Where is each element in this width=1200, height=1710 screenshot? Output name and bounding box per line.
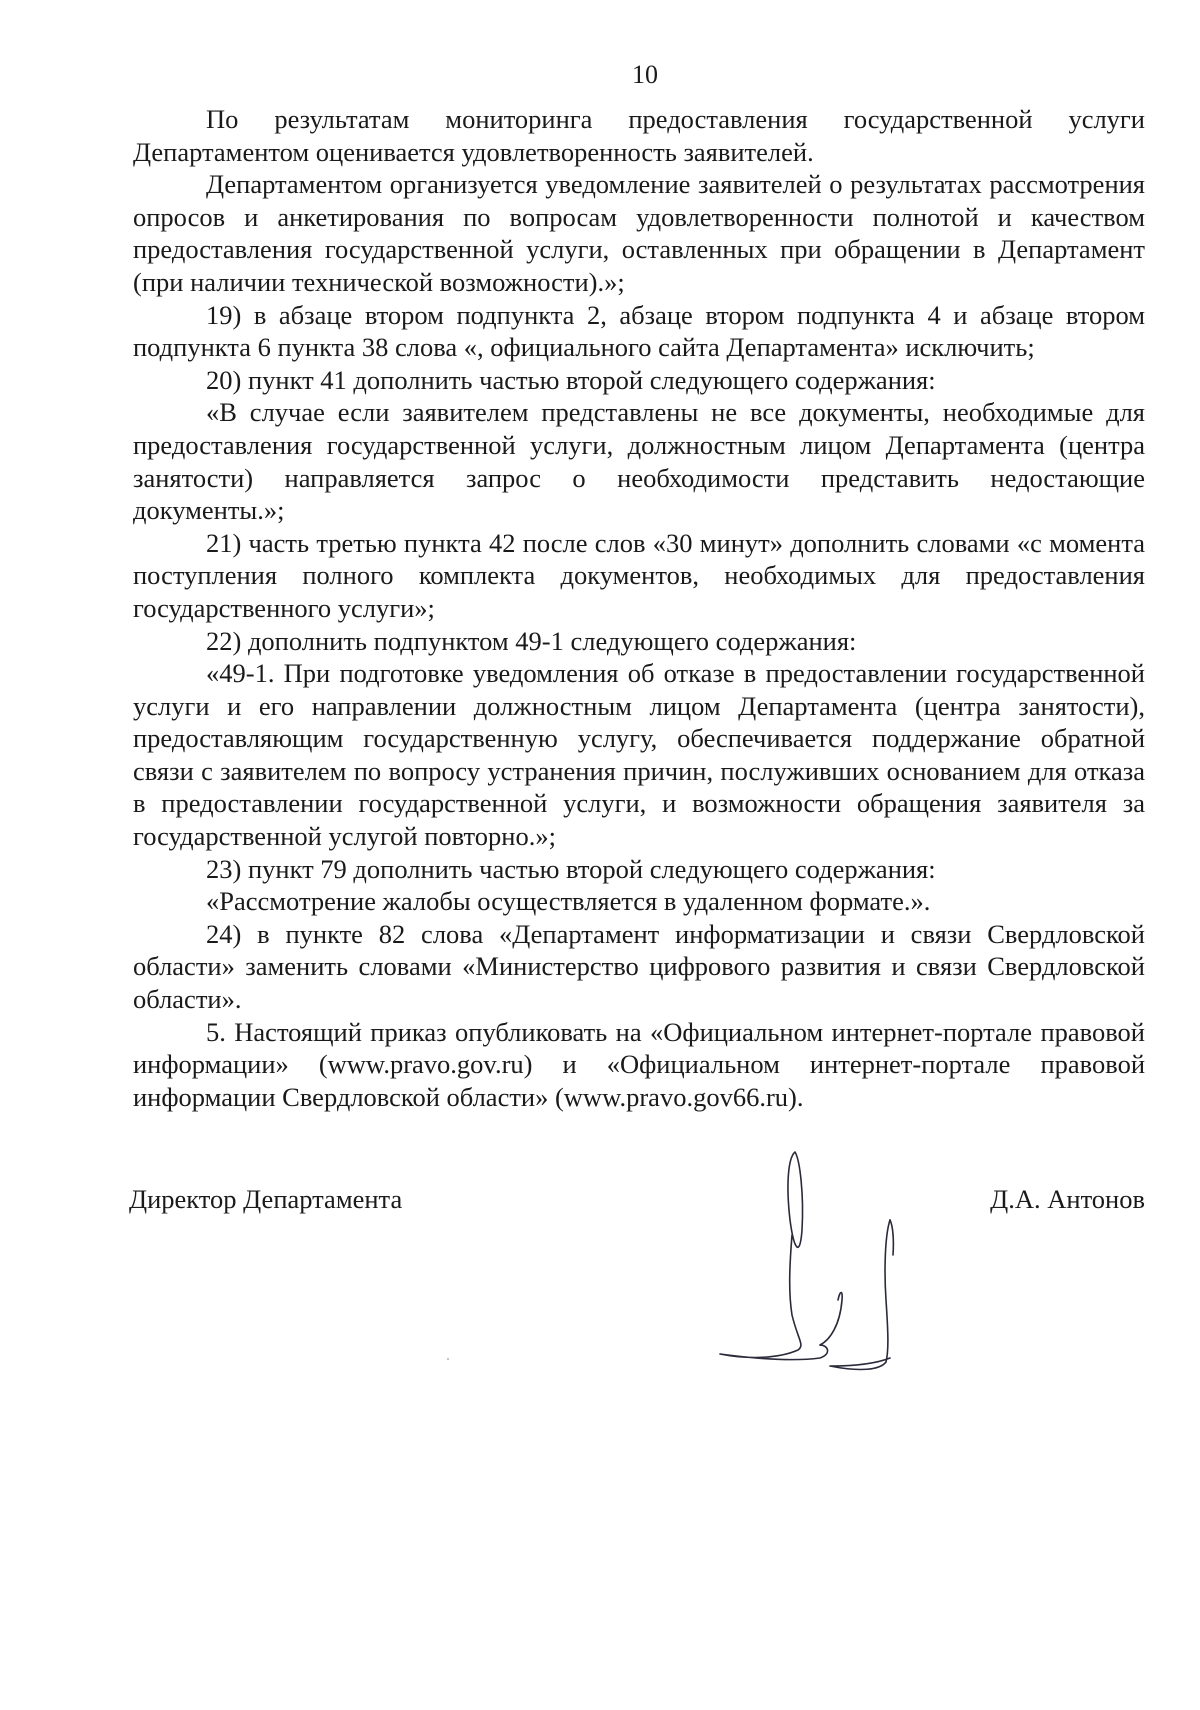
paragraph-notification: Департаментом организуется уведомление заявителей о результатах рассмотрения опросов и анкетирования по вопросам удовлетворенности полнотой и качеством предоставления государственной услуги, оставленных при обращении в Департамент (при наличии технической возможности).»;: [133, 169, 1145, 297]
handwritten-signature: [680, 1140, 940, 1380]
paragraph-item-5-publish: 5. Настоящий приказ опубликовать на «Официальном интернет-портале правовой информации» (www.pravo.gov.ru) и «Официальном интернет-портале правовой информации Свердловской области» (www.pravo.gov66.ru).: [133, 1016, 1145, 1112]
signatory-name: Д.А. Антонов: [990, 1184, 1145, 1214]
paragraph-item-21: 21) часть третью пункта 42 после слов «30 минут» дополнить словами «с момента поступления полного комплекта документов, необходимых для предоставления государственного услуги»;: [133, 527, 1145, 623]
signatory-role: Директор Департамента: [129, 1184, 403, 1214]
paragraph-item-20: 20) пункт 41 дополнить частью второй следующего содержания:: [206, 364, 936, 395]
paragraph-item-24: 24) в пункте 82 слова «Департамент информатизации и связи Свердловской области» заменить словами «Министерство цифрового развития и связи Свердловской области».: [133, 918, 1145, 1015]
paragraph-item-19: 19) в абзаце втором подпункта 2, абзаце втором подпункта 4 и абзаце втором подпункта 6 пункта 38 слова «, официального сайта Департамента» исключить;: [133, 299, 1145, 363]
scan-speck: [447, 1358, 449, 1360]
paragraph-monitoring: По результатам мониторинга предоставления государственной услуги Департаментом оценивается удовлетворенность заявителей.: [133, 104, 1145, 167]
document-body: [133, 103, 1145, 1113]
paragraph-item-23-quote: «Рассмотрение жалобы осуществляется в удаленном формате.».: [206, 886, 931, 917]
signature-block: [129, 1183, 1145, 1223]
paragraph-item-20-quote: «В случае если заявителем представлены не все документы, необходимые для предоставления государственной услуги, должностным лицом Департамента (центра занятости) направляется запрос о необходимости представить недостающие документы.»;: [133, 397, 1145, 526]
page-number: 10: [632, 60, 658, 89]
paragraph-item-23: 23) пункт 79 дополнить частью второй следующего содержания:: [206, 853, 936, 884]
paragraph-item-22: 22) дополнить подпунктом 49-1 следующего содержания:: [206, 625, 857, 656]
paragraph-item-22-quote: «49-1. При подготовке уведомления об отказе в предоставлении государственной услуги и его направлении должностным лицом Департамента (центра занятости), предоставляющим государственную услугу, обеспечивается поддержание обратной связи с заявителем по вопросу устранения причин, послуживших основанием для отказа в предоставлении государственной услуги, и возможности обращения заявителя за государственной услугой повторно.»;: [133, 658, 1145, 852]
